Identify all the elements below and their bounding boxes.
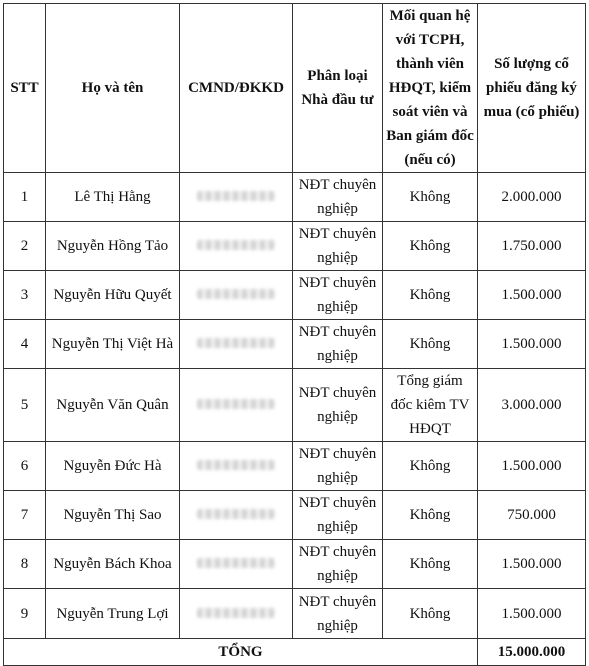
cell-id-redacted	[180, 320, 293, 369]
cell-shares: 1.500.000	[478, 442, 586, 491]
redacted-mark	[197, 240, 275, 250]
redacted-mark	[197, 460, 275, 470]
cell-stt: 7	[4, 491, 46, 540]
cell-shares: 1.500.000	[478, 271, 586, 320]
cell-relationship: Không	[383, 271, 478, 320]
table-row	[4, 589, 586, 639]
cell-id-redacted	[180, 271, 293, 320]
cell-stt: 1	[4, 173, 46, 222]
cell-shares: 750.000	[478, 491, 586, 540]
cell-relationship: Không	[383, 442, 478, 491]
cell-name: Nguyễn Thị Sao	[46, 491, 180, 540]
table-row	[4, 442, 586, 491]
table-row	[4, 320, 586, 369]
redacted-mark	[197, 289, 275, 299]
cell-id-redacted	[180, 173, 293, 222]
header-stt: STT	[4, 4, 46, 173]
cell-shares: 1.750.000	[478, 222, 586, 271]
cell-stt: 5	[4, 369, 46, 442]
header-investor-type: Phân loại Nhà đầu tư	[293, 4, 383, 173]
cell-name: Nguyễn Bách Khoa	[46, 540, 180, 589]
cell-relationship: Không	[383, 320, 478, 369]
cell-investor-type: NĐT chuyên nghiệp	[293, 222, 383, 271]
cell-name: Nguyễn Thị Việt Hà	[46, 320, 180, 369]
cell-investor-type: NĐT chuyên nghiệp	[293, 369, 383, 442]
cell-id-redacted	[180, 589, 293, 639]
redacted-mark	[197, 509, 275, 519]
cell-shares: 2.000.000	[478, 173, 586, 222]
total-label: TỔNG	[4, 639, 478, 666]
header-name: Họ và tên	[46, 4, 180, 173]
cell-stt: 4	[4, 320, 46, 369]
header-relationship: Mối quan hệ với TCPH, thành viên HĐQT, kiểm soát viên và Ban giám đốc (nếu có)	[383, 4, 478, 173]
cell-investor-type: NĐT chuyên nghiệp	[293, 540, 383, 589]
cell-investor-type: NĐT chuyên nghiệp	[293, 271, 383, 320]
table-row	[4, 271, 586, 320]
cell-relationship: Không	[383, 491, 478, 540]
cell-id-redacted	[180, 540, 293, 589]
redacted-mark	[197, 608, 275, 618]
header-id: CMND/ĐKKD	[180, 4, 293, 173]
total-shares: 15.000.000	[478, 639, 586, 666]
cell-name: Nguyễn Đức Hà	[46, 442, 180, 491]
cell-name: Nguyễn Trung Lợi	[46, 589, 180, 639]
cell-stt: 2	[4, 222, 46, 271]
table-row	[4, 540, 586, 589]
cell-name: Lê Thị Hằng	[46, 173, 180, 222]
header-shares: Số lượng cổ phiếu đăng ký mua (cổ phiếu)	[478, 4, 586, 173]
cell-stt: 9	[4, 589, 46, 639]
header-row	[4, 4, 586, 173]
table-row	[4, 173, 586, 222]
redacted-mark	[197, 338, 275, 348]
cell-id-redacted	[180, 491, 293, 540]
cell-shares: 1.500.000	[478, 320, 586, 369]
cell-name: Nguyễn Hồng Tảo	[46, 222, 180, 271]
table-row	[4, 222, 586, 271]
cell-relationship: Không	[383, 222, 478, 271]
cell-relationship: Không	[383, 173, 478, 222]
table-row	[4, 491, 586, 540]
cell-investor-type: NĐT chuyên nghiệp	[293, 491, 383, 540]
total-row	[4, 639, 586, 666]
cell-relationship: Không	[383, 589, 478, 639]
cell-investor-type: NĐT chuyên nghiệp	[293, 589, 383, 639]
shareholder-table	[3, 3, 586, 666]
cell-investor-type: NĐT chuyên nghiệp	[293, 173, 383, 222]
cell-name: Nguyễn Văn Quân	[46, 369, 180, 442]
cell-shares: 1.500.000	[478, 589, 586, 639]
cell-stt: 3	[4, 271, 46, 320]
redacted-mark	[197, 191, 275, 201]
cell-id-redacted	[180, 369, 293, 442]
cell-name: Nguyễn Hữu Quyết	[46, 271, 180, 320]
cell-stt: 6	[4, 442, 46, 491]
cell-stt: 8	[4, 540, 46, 589]
table-row	[4, 369, 586, 442]
redacted-mark	[197, 558, 275, 568]
cell-relationship: Tổng giám đốc kiêm TV HĐQT	[383, 369, 478, 442]
redacted-mark	[197, 399, 275, 409]
cell-shares: 3.000.000	[478, 369, 586, 442]
cell-investor-type: NĐT chuyên nghiệp	[293, 442, 383, 491]
cell-relationship: Không	[383, 540, 478, 589]
cell-id-redacted	[180, 442, 293, 491]
cell-id-redacted	[180, 222, 293, 271]
cell-investor-type: NĐT chuyên nghiệp	[293, 320, 383, 369]
cell-shares: 1.500.000	[478, 540, 586, 589]
